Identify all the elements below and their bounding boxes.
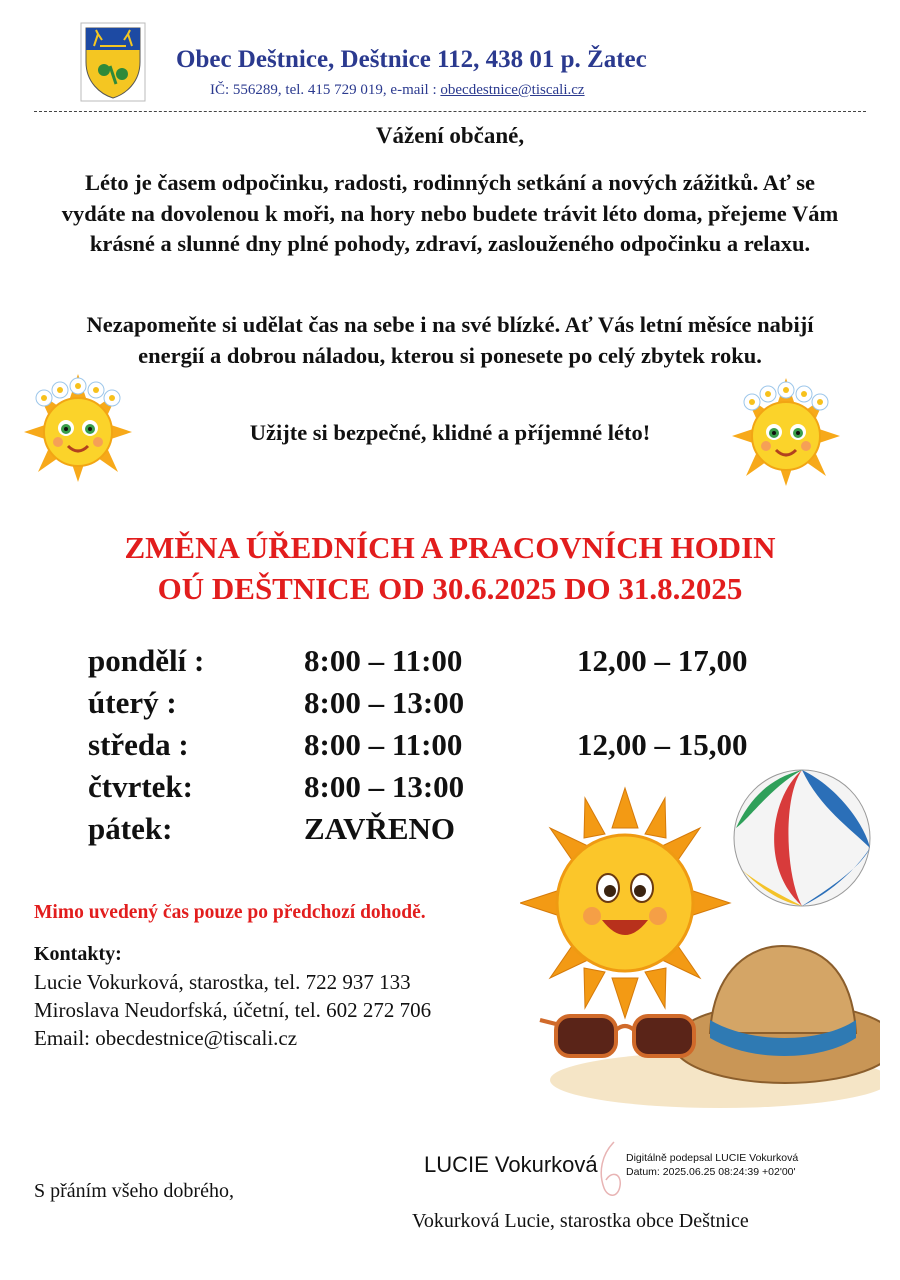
header-contact — [210, 82, 585, 99]
wish-line: Užijte si bezpečné, klidné a příjemné léto! — [249, 420, 651, 445]
header-divider — [34, 111, 866, 112]
farewell: S přáním všeho dobrého, — [34, 1180, 234, 1202]
signer-title: Vokurková Lucie, starostka obce Deštnice — [412, 1210, 749, 1232]
hours-day: pondělí : — [88, 643, 205, 678]
hours-row — [0, 643, 900, 685]
notice-title-line1: ZMĚNA ÚŘEDNÍCH A PRACOVNÍCH HODIN — [124, 530, 776, 565]
sunglasses-icon — [540, 1016, 694, 1056]
hours-row — [0, 685, 900, 727]
signature-stroke-icon — [592, 1140, 628, 1204]
signature-name: LUCIE Vokurková — [424, 1152, 598, 1177]
contact-line: Lucie Vokurková, starostka, tel. 722 937 133 — [34, 970, 411, 994]
hours-day: čtvrtek: — [88, 769, 193, 804]
hours-time-1: 8:00 – 13:00 — [304, 769, 465, 804]
hours-time-2: 12,00 – 15,00 — [577, 727, 748, 762]
contacts-block — [34, 940, 431, 1052]
hours-time-1: 8:00 – 11:00 — [304, 727, 463, 762]
summer-paragraph: Léto je časem odpočinku, radosti, rodinných setkání a nových zážitků. Ať se vydáte na dovolenou k moři, na hory nebo budete trávit léto doma, přejeme Vám krásné a slunné dny plné pohody, zdraví, zaslouženého odpočinku a relaxu. — [61, 170, 839, 256]
summer-illustration — [520, 758, 880, 1116]
appointment-note: Mimo uvedený čas pouze po předchozí dohodě. — [34, 902, 426, 923]
greeting: Vážení občané, — [375, 123, 525, 148]
hours-time-1: 8:00 – 11:00 — [304, 643, 463, 678]
hours-time-1: ZAVŘENO — [304, 811, 456, 846]
hours-time-2: 12,00 – 17,00 — [577, 643, 748, 678]
contacts-label: Kontakty: — [34, 943, 122, 965]
header-contact-prefix: IČ: 556289, tel. 415 729 019, e-mail : — [210, 82, 441, 98]
contact-line: Email: obecdestnice@tiscali.cz — [34, 1026, 298, 1050]
header-email-link[interactable]: obecdestnice@tiscali.cz — [440, 82, 585, 98]
flower-sun-icon — [726, 372, 846, 492]
digital-signature-info — [626, 1151, 798, 1179]
summer-sun-icon — [520, 788, 730, 1018]
header-title: Obec Deštnice, Deštnice 112, 438 01 p. Žatec — [176, 46, 647, 73]
coat-of-arms-icon — [80, 22, 146, 102]
hours-time-1: 8:00 – 13:00 — [304, 685, 465, 720]
reminder-paragraph: Nezapomeňte si udělat čas na sebe i na své blízké. Ať Vás letní měsíce nabijí energií a dobrou náladou, kterou si ponesete po celý zbytek roku. — [86, 312, 814, 368]
beach-ball-icon — [734, 770, 870, 906]
hours-day: pátek: — [88, 811, 173, 846]
hours-day: úterý : — [88, 685, 177, 720]
straw-hat-icon — [673, 946, 880, 1083]
digital-signature-line: Digitálně podepsal LUCIE Vokurková — [626, 1152, 799, 1164]
hours-day: středa : — [88, 727, 189, 762]
contact-line: Miroslava Neudorfská, účetní, tel. 602 272 706 — [34, 998, 432, 1022]
flower-sun-icon — [18, 368, 138, 488]
notice-title-line2: OÚ DEŠTNICE OD 30.6.2025 DO 31.8.2025 — [157, 571, 743, 606]
digital-signature-date: Datum: 2025.06.25 08:24:39 +02'00' — [626, 1166, 796, 1178]
